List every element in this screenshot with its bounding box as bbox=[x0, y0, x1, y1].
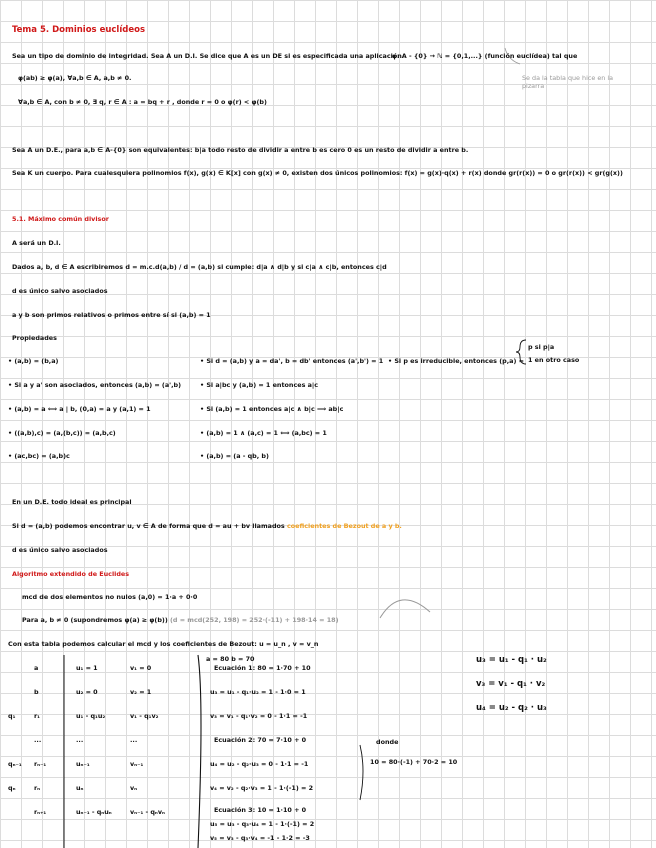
table-u-0: u₁ = 1 bbox=[76, 664, 98, 672]
table-r-5: rₙ bbox=[34, 784, 41, 792]
table-u-2: u₁ - q₁u₂ bbox=[76, 712, 106, 720]
mcd-l5: En un D.E. todo ideal es principal bbox=[12, 498, 132, 506]
condition-2: ∀a,b ∈ A, con b ≠ 0, ∃ q, r ∈ A : a = bq + r , donde r = 0 o φ(r) < φ(b) bbox=[18, 98, 267, 106]
table-v-4: vₙ₋₁ bbox=[130, 760, 144, 768]
table-u-4: uₙ₋₁ bbox=[76, 760, 90, 768]
table-r-2: r₁ bbox=[34, 712, 40, 720]
right-formula-0: u₃ = u₁ - q₁ · u₂ bbox=[476, 655, 547, 665]
prop-3-case-a: p si p|a bbox=[528, 343, 555, 351]
example-line-1: u₃ = u₁ - q₁·u₂ = 1 - 1·0 = 1 bbox=[210, 688, 306, 696]
table-r-6: rₙ₊₁ bbox=[34, 808, 47, 816]
section-title-mcd: 5.1. Máximo común divisor bbox=[12, 215, 109, 223]
table-r-1: b bbox=[34, 688, 39, 696]
right-formula-1: v₃ = v₁ - q₁ · v₂ bbox=[476, 679, 546, 689]
prop-3: • Si p es irreducible, entonces (p,a) = bbox=[388, 357, 524, 365]
table-v-1: v₂ = 1 bbox=[130, 688, 152, 696]
page-title: Tema 5. Dominios euclídeos bbox=[12, 25, 146, 35]
condition-1: φ(ab) ≥ φ(a), ∀a,b ∈ A, a,b ≠ 0. bbox=[18, 74, 132, 82]
prop-2-2: • Si a|bc y (a,b) = 1 entonces a|c bbox=[200, 381, 319, 389]
table-v-5: vₙ bbox=[130, 784, 138, 792]
example-line-6: Ecuación 3: 10 = 1·10 + 0 bbox=[214, 806, 307, 814]
euclid-l3: Con esta tabla podemos calcular el mcd y los coeficientes de Bezout: u = u_n , v = v_n bbox=[8, 640, 319, 648]
mcd-l2: Dados a, b, d ∈ A escribiremos d = m.c.d(a,b) / d = (a,b) si cumple: d|a ∧ d|b y si c|a ∧ c|b, entonces c|d bbox=[12, 263, 387, 271]
table-r-4: rₙ₋₁ bbox=[34, 760, 47, 768]
prop-2-1: • Si d = (a,b) y a = da', b = db' entonces (a',b') = 1 bbox=[200, 357, 384, 365]
mcd-l4: a y b son primos relativos o primos entre sí si (a,b) = 1 bbox=[12, 311, 211, 319]
example-line-3: Ecuación 2: 70 = 7·10 + 0 bbox=[214, 736, 307, 744]
prop-1-2: • Si a y a' son asociados, entonces (a,b) = (a',b) bbox=[8, 381, 182, 389]
example-line-5: v₄ = v₂ - q₂·v₃ = 1 - 1·(-1) = 2 bbox=[210, 784, 314, 792]
section-title-euclides: Algoritmo extendido de Euclides bbox=[12, 570, 130, 578]
table-q-5: qₙ bbox=[8, 784, 16, 792]
intro-p1b: φ: A - {0} → ℕ = {0,1,...} (función euclídea) tal que bbox=[392, 52, 578, 60]
example-line-0: Ecuación 1: 80 = 1·70 + 10 bbox=[214, 664, 311, 672]
mcd-l3: d es único salvo asociados bbox=[12, 287, 108, 295]
example-header: a = 80 b = 70 bbox=[206, 655, 255, 663]
table-q-2: q₁ bbox=[8, 712, 16, 720]
example-line-7: u₅ = u₃ - q₃·u₄ = 1 - 1·(-1) = 2 bbox=[210, 820, 315, 828]
prop-1-5: • (ac,bc) = (a,b)c bbox=[8, 452, 70, 460]
prop-2-4: • (a,b) = 1 ∧ (a,c) = 1 ⟺ (a,bc) = 1 bbox=[200, 429, 327, 437]
euclid-example-gray: (d = mcd(252, 198) = 252·(-11) + 198·14 = 18) bbox=[169, 616, 339, 624]
prop-1-1: • (a,b) = (b,a) bbox=[8, 357, 59, 365]
bezout-highlight: coeficientes de Bezout de a y b. bbox=[286, 522, 402, 530]
intro-p2: Sea A un D.E., para a,b ∈ A-{0} son equivalentes: b|a todo resto de dividir a entre b es cero 0 es un resto de dividir a entre b. bbox=[12, 146, 469, 154]
mcd-l1: A será un D.I. bbox=[12, 239, 61, 247]
prop-2-3: • Si (a,b) = 1 entonces a|c ∧ b|c ⟹ ab|c bbox=[200, 405, 344, 413]
table-v-6: vₙ₋₁ - qₙvₙ bbox=[130, 808, 165, 816]
table-v-3: ... bbox=[130, 736, 138, 744]
prop-1-3: • (a,b) = a ⟺ a | b, (0,a) = a y (a,1) = 1 bbox=[8, 405, 151, 413]
euclid-l1: mcd de dos elementos no nulos (a,0) = 1·a + 0·0 bbox=[22, 593, 198, 601]
table-u-3: ... bbox=[76, 736, 84, 744]
table-v-2: v₁ - q₁v₂ bbox=[130, 712, 159, 720]
table-u-6: uₙ₋₁ - qₙuₙ bbox=[76, 808, 112, 816]
example-line-2: v₃ = v₁ - q₁·v₂ = 0 - 1·1 = -1 bbox=[210, 712, 308, 720]
properties-heading: Propiedades bbox=[12, 334, 57, 342]
mcd-l6: Si d = (a,b) podemos encontrar u, v ∈ A de forma que d = au + bv llamados coeficientes de Bezout de a y b. bbox=[12, 522, 402, 530]
intro-p3: Sea K un cuerpo. Para cualesquiera polinomios f(x), g(x) ∈ K[x] con g(x) ≠ 0, existen dos únicos polinomios: f(x) = g(x)·q(x) + r(x) donde gr(r(x)) = 0 o gr(r(x)) < gr(g(x)) bbox=[12, 169, 623, 177]
mcd-l7: d es único salvo asociados bbox=[12, 546, 108, 554]
prop-1-4: • ((a,b),c) = (a,(b,c)) = (a,b,c) bbox=[8, 429, 116, 437]
table-v-0: v₁ = 0 bbox=[130, 664, 152, 672]
euclid-l2: Para a, b ≠ 0 (supondremos φ(a) ≥ φ(b)) (d = mcd(252, 198) = 252·(-11) + 198·14 = 18) bbox=[22, 616, 339, 624]
result-line: 10 = 80·(-1) + 70·2 = 10 bbox=[370, 758, 458, 766]
prop-3-case-b: 1 en otro caso bbox=[528, 356, 580, 364]
table-r-0: a bbox=[34, 664, 39, 672]
example-line-4: u₄ = u₂ - q₂·u₃ = 0 - 1·1 = -1 bbox=[210, 760, 309, 768]
table-u-1: u₂ = 0 bbox=[76, 688, 98, 696]
side-note: Se da la tabla que hice en la pizarra bbox=[522, 74, 614, 90]
example-line-8: v₅ = v₃ - q₃·v₄ = -1 - 1·2 = -3 bbox=[210, 834, 310, 842]
table-q-4: qₙ₋₁ bbox=[8, 760, 22, 768]
table-u-5: uₙ bbox=[76, 784, 84, 792]
result-label: donde bbox=[376, 738, 399, 746]
prop-2-5: • (a,b) = (a - qb, b) bbox=[200, 452, 269, 460]
intro-p1: Sea un tipo de dominio de integridad. Sea A un D.I. Se dice que A es un DE si es especificada una aplicación bbox=[12, 52, 402, 60]
table-r-3: ... bbox=[34, 736, 42, 744]
right-formula-2: u₄ = u₂ - q₂ · u₃ bbox=[476, 703, 547, 713]
